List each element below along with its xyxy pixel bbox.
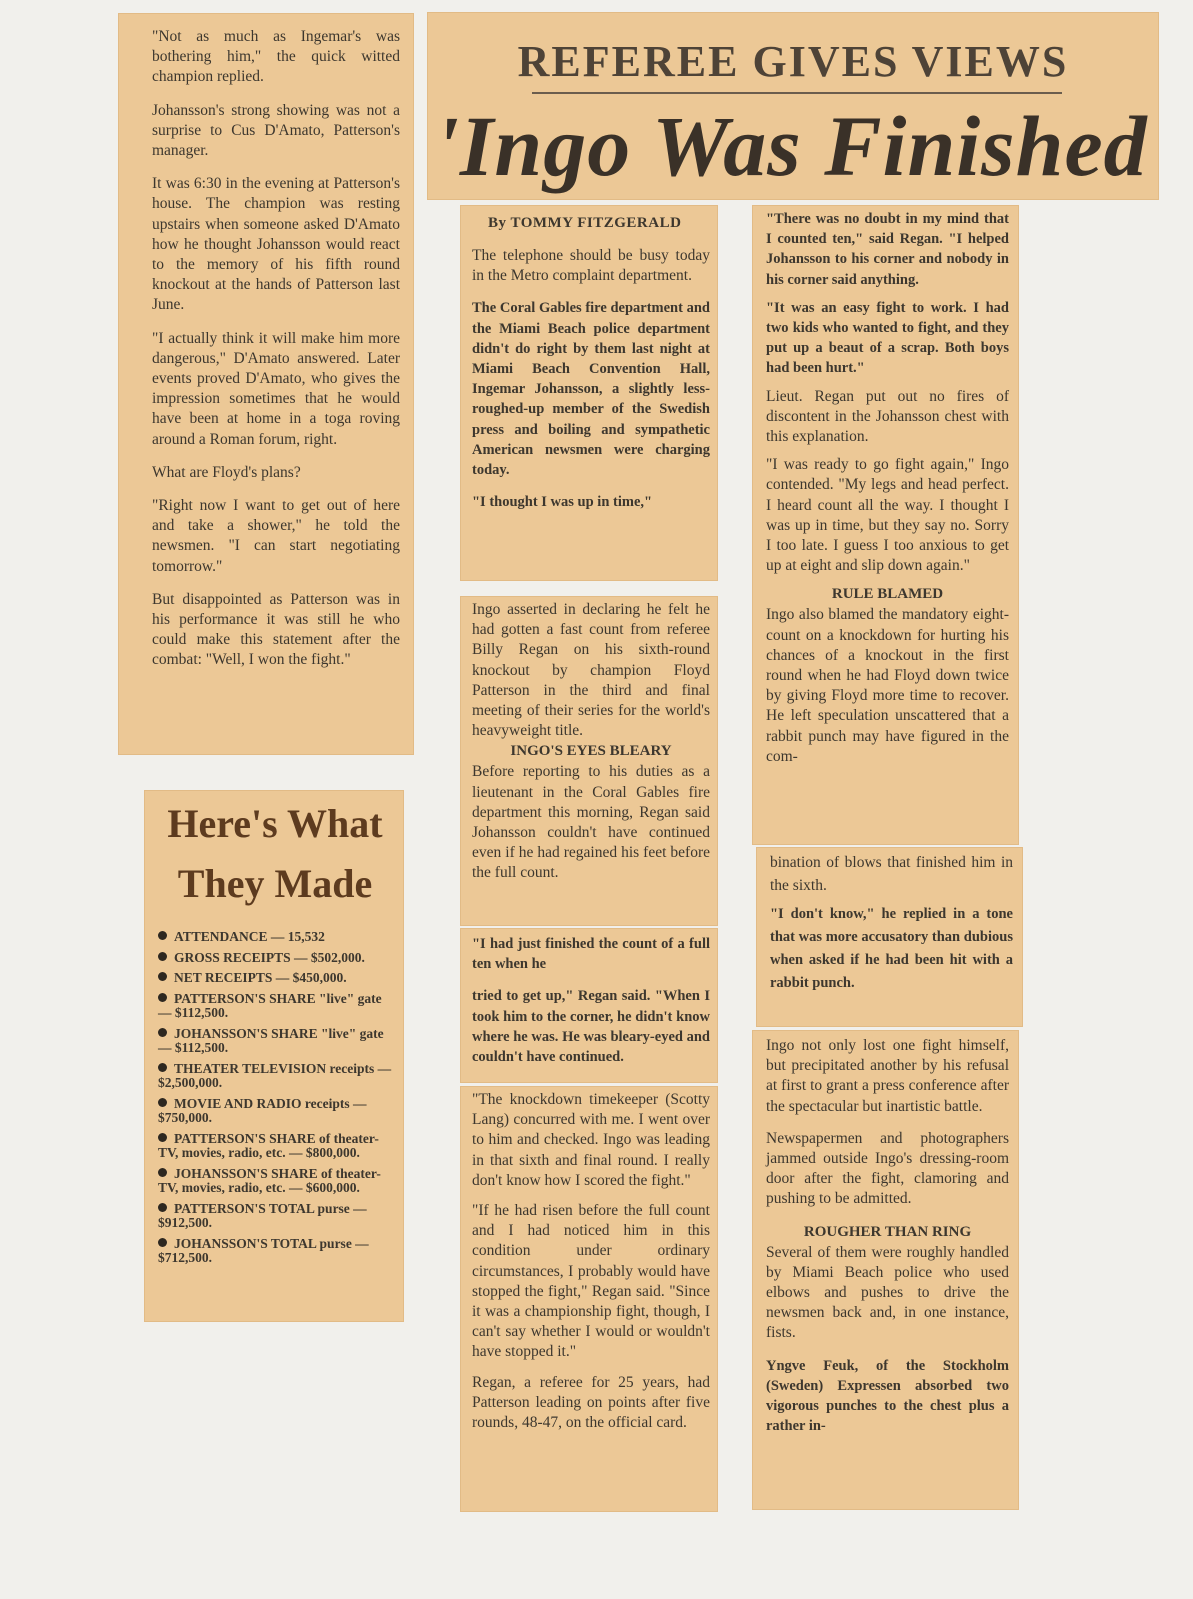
- article-middle-d: [460, 1086, 718, 1512]
- bullet-icon: [158, 1063, 167, 1072]
- article-paragraph: Several of them were roughly handled by Miami Beach police who used elbows and pushes to drive the newsmen back and, in one instance, fists.: [766, 1243, 1009, 1342]
- article-paragraph: Yngve Feuk, of the Stockholm (Sweden) Expressen absorbed two vigorous punches to the chest plus a rather in-: [766, 1357, 1009, 1435]
- article-paragraph: Ingo not only lost one fight himself, but precipitated another by his refusal at first to grant a press conference after the spectacular but inartistic battle.: [766, 1037, 1009, 1115]
- purse-sidebar: [144, 790, 404, 1322]
- sidebar-title: [158, 794, 392, 914]
- article-right-c: [752, 1030, 1019, 1510]
- byline: By TOMMY FITZGERALD: [488, 215, 682, 231]
- left-paragraph: "Right now I want to get out of here and take a shower," he told the newsmen. "I can start negotiating tomorrow.": [152, 497, 400, 575]
- article-paragraph: Newspapermen and photographers jammed outside Ingo's dressing-room door after the fight, clamoring and pushing to be admitted.: [766, 1129, 1009, 1208]
- bullet-icon: [158, 972, 167, 981]
- article-paragraph: "If he had risen before the full count and I had noticed him in this condition under ordinary circumstances, I probably would have stopped the fight," Regan said. "Since it was a championship fight, though, I can't say whether I would or wouldn't have stopped it.": [472, 1202, 710, 1361]
- article-paragraph: "I thought I was up in time,": [472, 494, 653, 511]
- list-item: MOVIE AND RADIO receipts — $750,000.: [158, 1095, 367, 1125]
- headline-kicker: REFEREE GIVES VIEWS: [517, 37, 1069, 86]
- article-middle-b: [460, 596, 718, 926]
- left-paragraph: What are Floyd's plans?: [152, 463, 301, 481]
- article-paragraph: "I don't know," he replied in a tone that was more accusatory than dubious when asked if he had been hit with a rabbit punch.: [770, 906, 1013, 991]
- bullet-icon: [158, 931, 167, 940]
- bullet-icon: [158, 1168, 167, 1177]
- list-item: PATTERSON'S TOTAL purse — $912,500.: [158, 1200, 367, 1230]
- bullet-icon: [158, 1238, 167, 1247]
- list-item: ATTENDANCE — 15,532: [158, 930, 392, 945]
- article-paragraph: Before reporting to his duties as a lieutenant in the Coral Gables fire department this morning, Regan said Johansson couldn't have continued even if he had regained his feet before the full count.: [472, 763, 710, 882]
- article-right-top: [752, 205, 1019, 845]
- list-item: JOHANSSON'S SHARE "live" gate — $112,500.: [158, 1025, 384, 1055]
- article-paragraph: Lieut. Regan put out no fires of discontent in the Johansson chest with this explanation.: [766, 387, 1009, 446]
- article-paragraph: Ingo asserted in declaring he felt he had gotten a fast count from referee Billy Regan on his sixth-round knockout by champion Floyd Patterson in the third and final meeting of their series for the world's heavyweight title.: [472, 601, 710, 740]
- bullet-icon: [158, 1203, 167, 1212]
- left-paragraph: But disappointed as Patterson was in his performance it was still he who could make this statement after the combat: "Well, I won the fight.": [152, 590, 400, 669]
- article-paragraph: tried to get up," Regan said. "When I took him to the corner, he didn't know where he was. He was bleary-eyed and couldn't have continued.: [472, 988, 710, 1066]
- left-paragraph: "I actually think it will make him more dangerous," D'Amato answered. Later events proved D'Amato, who gives the impression sometimes that he would have been at home in a toga roving around a Roman forum, right.: [152, 329, 400, 448]
- list-item: NET RECEIPTS — $450,000.: [158, 971, 392, 986]
- headline-title: 'Ingo Was Finished: [435, 98, 1148, 194]
- bullet-icon: [158, 1133, 167, 1142]
- list-item: PATTERSON'S SHARE of theater-TV, movies, radio, etc. — $800,000.: [158, 1130, 379, 1160]
- list-item: JOHANSSON'S TOTAL purse — $712,500.: [158, 1235, 369, 1265]
- article-paragraph: "I was ready to go fight again," Ingo contended. "My legs and head perfect. I heard count all the way. I thought I was up in time, but they say no. Sorry I too late. I guess I too anxious to get up at eight and slip down again.": [766, 456, 1009, 575]
- list-item: JOHANSSON'S SHARE of theater-TV, movies, radio, etc. — $600,000.: [158, 1165, 381, 1195]
- subhead-rule-blamed: RULE BLAMED: [831, 586, 944, 603]
- article-paragraph: "There was no doubt in my mind that I counted ten," said Regan. "I helped Johansson to his corner and nobody in his corner said anything.: [766, 211, 1009, 288]
- purse-list: [158, 930, 392, 1266]
- left-paragraph: It was 6:30 in the evening at Patterson's house. The champion was resting upstairs when someone asked D'Amato how he thought Johansson would react to the memory of his fifth round knockout at the hands of Patterson last June.: [152, 175, 400, 314]
- article-paragraph: "I had just finished the count of a full ten when he: [472, 936, 710, 973]
- left-column-clipping: [118, 13, 414, 755]
- list-item: GROSS RECEIPTS — $502,000.: [158, 951, 392, 966]
- article-middle-c: [460, 928, 718, 1083]
- headline-clipping: [427, 12, 1159, 200]
- article-middle-top: [460, 205, 718, 581]
- article-paragraph: bination of blows that finished him in the sixth.: [770, 854, 1013, 894]
- list-item: PATTERSON'S SHARE "live" gate — $112,500.: [158, 990, 382, 1020]
- subhead-rougher-than-ring: ROUGHER THAN RING: [803, 1223, 972, 1240]
- bullet-icon: [158, 1098, 167, 1107]
- sidebar-title-line2: They Made: [177, 861, 373, 906]
- article-paragraph: "The knockdown timekeeper (Scotty Lang) concurred with me. I went over to him and checked. Ingo was leading in that sixth and final round. I really don't know how I scored the fight.": [472, 1091, 710, 1189]
- article-paragraph: The Coral Gables fire department and the Miami Beach police department didn't do right by them last night at Miami Beach Convention Hall, Ingemar Johansson, a slightly less-roughed-up member of the Swedish press and boiling and sympathetic American newsmen were charging today.: [472, 300, 710, 479]
- bullet-icon: [158, 1028, 167, 1037]
- bullet-icon: [158, 993, 167, 1002]
- article-paragraph: Ingo also blamed the mandatory eight-count on a knockdown for hurting his chances of a knockout in the first round when he had Floyd down twice by giving Floyd more time to recover. He left speculation unscattered that a rabbit punch may have figured in the com-: [766, 606, 1009, 765]
- article-paragraph: "It was an easy fight to work. I had two kids who wanted to fight, and they put up a beaut of a scrap. Both boys had been hurt.": [766, 299, 1009, 377]
- left-paragraph: Johansson's strong showing was not a surprise to Cus D'Amato, Patterson's manager.: [152, 101, 400, 160]
- article-paragraph: Regan, a referee for 25 years, had Patterson leading on points after five rounds, 48-47, on the official card.: [472, 1373, 710, 1432]
- headline-rule: [532, 92, 1062, 94]
- sidebar-title-line1: Here's What: [167, 801, 383, 846]
- list-item: THEATER TELEVISION receipts — $2,500,000.: [158, 1060, 392, 1090]
- subhead-eyes-bleary: INGO'S EYES BLEARY: [510, 743, 672, 760]
- article-right-b: [756, 847, 1023, 1027]
- bullet-icon: [158, 952, 167, 961]
- article-paragraph: The telephone should be busy today in the Metro complaint department.: [472, 247, 710, 285]
- left-paragraph: "Not as much as Ingemar's was bothering him," the quick witted champion replied.: [152, 28, 400, 86]
